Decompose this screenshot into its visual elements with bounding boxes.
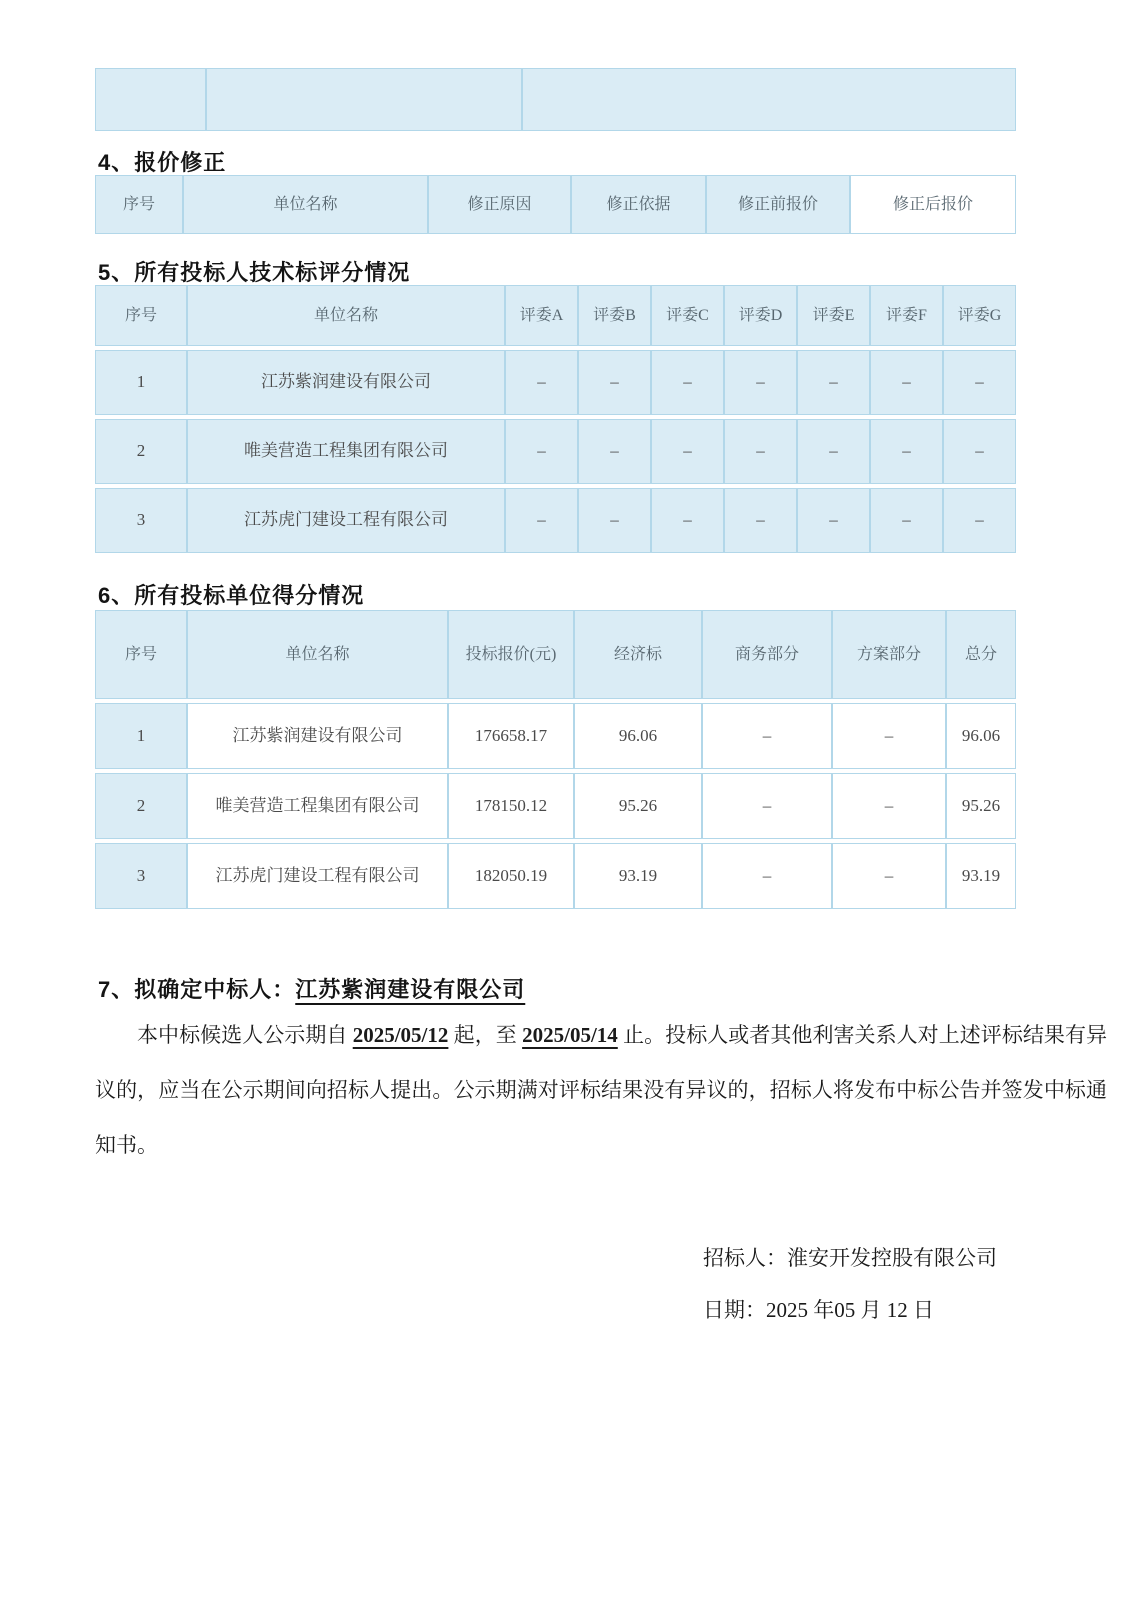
cell-score: – [651, 350, 724, 415]
cell-score: – [578, 488, 651, 553]
cell-score: – [724, 350, 797, 415]
price-correction-table [95, 175, 1016, 234]
col-header-judge-c: 评委C [651, 285, 724, 346]
col-header-reason: 修正原因 [428, 175, 571, 234]
table-header-row [95, 285, 1016, 346]
cell-total-score: 93.19 [946, 843, 1016, 909]
cell-bid-price: 178150.12 [448, 773, 574, 839]
table-header-row [95, 610, 1016, 699]
technical-score-table [95, 285, 1016, 553]
cell-score: – [797, 488, 870, 553]
col-header-plan: 方案部分 [832, 610, 946, 699]
col-header-economic: 经济标 [574, 610, 702, 699]
public-notice-paragraph [95, 1008, 1107, 1173]
table-row [95, 703, 1016, 769]
cell-plan-score: – [832, 703, 946, 769]
cell-business-score: – [702, 843, 832, 909]
carryover-table [95, 68, 1016, 131]
cell-score: – [943, 488, 1016, 553]
total-score-table [95, 610, 1016, 909]
cell-company: 江苏虎门建设工程有限公司 [187, 843, 448, 909]
section6-title: 6、所有投标单位得分情况 [98, 583, 365, 608]
cell-score: – [870, 488, 943, 553]
cell-company: 唯美营造工程集团有限公司 [187, 773, 448, 839]
cell-score: – [505, 419, 578, 484]
col-header-judge-f: 评委F [870, 285, 943, 346]
cell-seq: 3 [95, 488, 187, 553]
cell-score: – [505, 488, 578, 553]
cell-total-score: 95.26 [946, 773, 1016, 839]
table-row [95, 843, 1016, 909]
col-header-judge-b: 评委B [578, 285, 651, 346]
col-header-judge-d: 评委D [724, 285, 797, 346]
cell-company: 江苏紫润建设有限公司 [187, 350, 505, 415]
col-header-business: 商务部分 [702, 610, 832, 699]
section5-title: 5、所有投标人技术标评分情况 [98, 260, 411, 285]
col-header-company: 单位名称 [187, 610, 448, 699]
col-header-total: 总分 [946, 610, 1016, 699]
notice-text: 起，至 [448, 1023, 523, 1047]
notice-start-date: 2025/05/12 [352, 1023, 449, 1047]
col-header-price-after: 修正后报价 [850, 175, 1016, 234]
empty-cell [206, 68, 522, 131]
cell-business-score: – [702, 773, 832, 839]
col-header-seq: 序号 [95, 175, 183, 234]
col-header-bid-price: 投标报价(元) [448, 610, 574, 699]
col-header-seq: 序号 [95, 285, 187, 346]
cell-plan-score: – [832, 773, 946, 839]
cell-plan-score: – [832, 843, 946, 909]
cell-bid-price: 182050.19 [448, 843, 574, 909]
cell-economic-score: 93.19 [574, 843, 702, 909]
cell-score: – [870, 419, 943, 484]
table-row [95, 488, 1016, 553]
col-header-judge-a: 评委A [505, 285, 578, 346]
section7-prefix: 7、拟确定中标人： [98, 977, 296, 1002]
col-header-price-before: 修正前报价 [706, 175, 850, 234]
cell-seq: 2 [95, 773, 187, 839]
notice-text: 本中标候选人公示期自 [137, 1023, 353, 1047]
col-header-judge-g: 评委G [943, 285, 1016, 346]
cell-score: – [870, 350, 943, 415]
cell-bid-price: 176658.17 [448, 703, 574, 769]
cell-seq: 3 [95, 843, 187, 909]
table-header-row [95, 175, 1016, 234]
cell-score: – [505, 350, 578, 415]
winner-company-name: 江苏紫润建设有限公司 [295, 977, 526, 1002]
cell-company: 唯美营造工程集团有限公司 [187, 419, 505, 484]
cell-score: – [724, 419, 797, 484]
table-row [95, 773, 1016, 839]
empty-cell [522, 68, 1016, 131]
col-header-company: 单位名称 [187, 285, 505, 346]
section7-title [98, 973, 525, 1004]
cell-score: – [578, 350, 651, 415]
date-line: 日期：2025 年05 月 12 日 [703, 1298, 934, 1322]
cell-seq: 1 [95, 703, 187, 769]
cell-score: – [797, 419, 870, 484]
cell-business-score: – [702, 703, 832, 769]
cell-company: 江苏紫润建设有限公司 [187, 703, 448, 769]
table-row [95, 419, 1016, 484]
col-header-judge-e: 评委E [797, 285, 870, 346]
col-header-company: 单位名称 [183, 175, 428, 234]
table-row [95, 68, 1016, 131]
cell-economic-score: 96.06 [574, 703, 702, 769]
cell-company: 江苏虎门建设工程有限公司 [187, 488, 505, 553]
cell-score: – [651, 419, 724, 484]
cell-score: – [578, 419, 651, 484]
cell-seq: 1 [95, 350, 187, 415]
cell-score: – [943, 350, 1016, 415]
tenderer-line: 招标人：淮安开发控股有限公司 [703, 1246, 997, 1270]
cell-economic-score: 95.26 [574, 773, 702, 839]
signature-block [703, 1232, 997, 1336]
empty-cell [95, 68, 206, 131]
table-row [95, 350, 1016, 415]
cell-score: – [797, 350, 870, 415]
col-header-seq: 序号 [95, 610, 187, 699]
cell-seq: 2 [95, 419, 187, 484]
col-header-basis: 修正依据 [571, 175, 706, 234]
cell-total-score: 96.06 [946, 703, 1016, 769]
notice-text: 止。投标人或者其他利害关系人对上述评标结果有异议的，应当在公示期间向招标人提出。公示期满对评标结果没有异议的，招标人将发布中标公告并签发中标通知书。 [95, 1023, 1108, 1157]
section4-title: 4、报价修正 [98, 150, 227, 175]
cell-score: – [651, 488, 724, 553]
cell-score: – [943, 419, 1016, 484]
notice-end-date: 2025/05/14 [522, 1023, 618, 1047]
cell-score: – [724, 488, 797, 553]
